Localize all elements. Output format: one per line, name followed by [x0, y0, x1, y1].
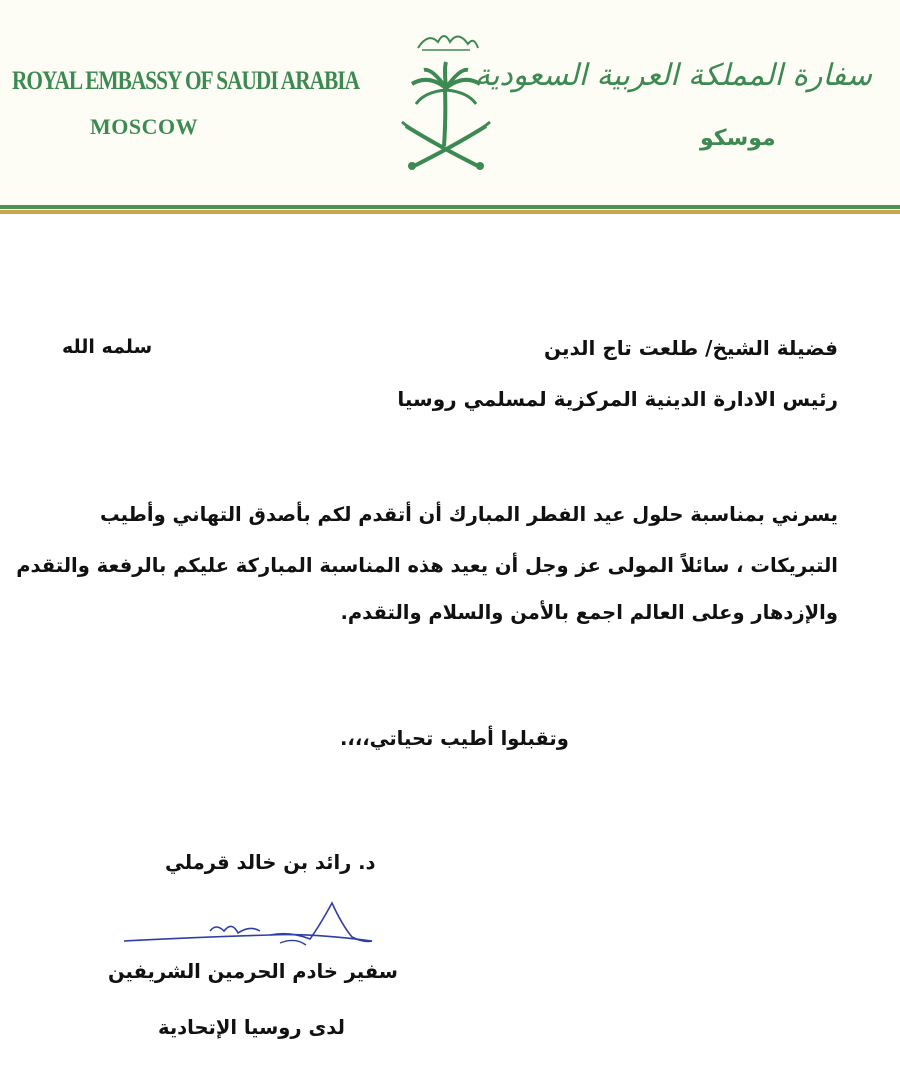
embassy-name-english: ROYAL EMBASSY OF SAUDI ARABIA — [12, 66, 360, 95]
header-rule-green — [0, 205, 900, 209]
signer-title-line2: لدى روسيا الإتحادية — [158, 1016, 345, 1039]
city-english: MOSCOW — [90, 114, 199, 139]
body-line: التبريكات ، سائلاً المولى عز وجل أن يعيد هذه المناسبة المباركة عليكم بالرفعة والتقدم — [16, 554, 838, 577]
saudi-emblem-icon — [398, 18, 494, 173]
salutation: سلمه الله — [62, 336, 153, 358]
signer-title-line1: سفير خادم الحرمين الشريفين — [108, 960, 398, 983]
body-line: والإزدهار وعلى العالم اجمع بالأمن والسلام والتقدم. — [340, 601, 838, 624]
handwritten-signature — [120, 895, 380, 965]
header-rule-gold — [0, 210, 900, 214]
body-line: يسرني بمناسبة حلول عيد الفطر المبارك أن أتقدم لكم بأصدق التهاني وأطيب — [99, 503, 838, 526]
closing: وتقبلوا أطيب تحياتي،،،. — [340, 727, 569, 750]
city-arabic: موسكو — [700, 126, 776, 151]
addressee: فضيلة الشيخ/ طلعت تاج الدين — [543, 336, 838, 360]
signer-name: د. رائد بن خالد قرملي — [165, 851, 376, 874]
addressee-position: رئيس الادارة الدينية المركزية لمسلمي روسيا — [397, 387, 838, 411]
embassy-name-arabic: سفارة المملكة العربية السعودية — [474, 58, 872, 93]
